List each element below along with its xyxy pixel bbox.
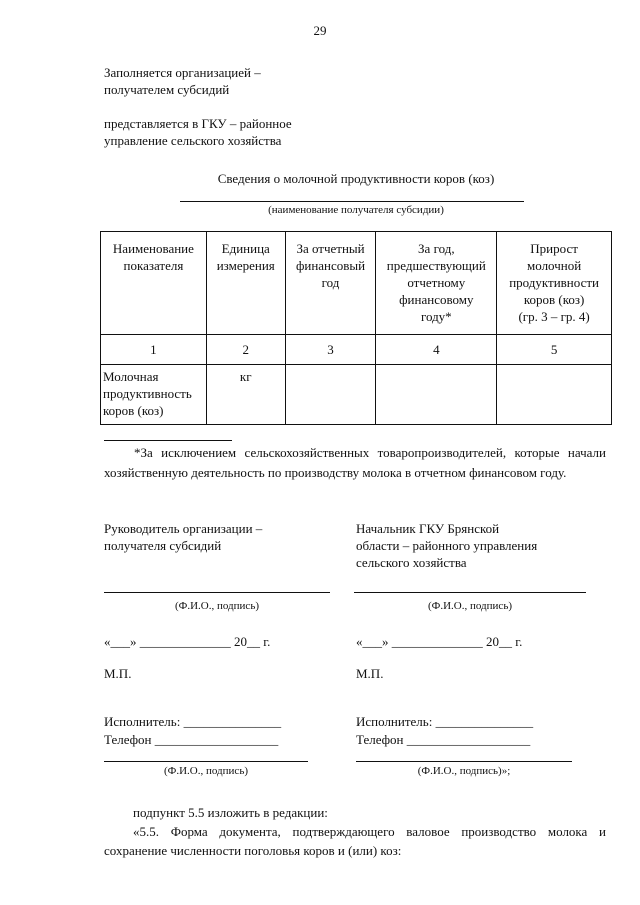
document-title: Сведения о молочной продуктивности коров (коз) bbox=[217, 171, 495, 186]
column-number: 2 bbox=[206, 335, 285, 365]
left-stamp-label: М.П. bbox=[104, 666, 132, 681]
filled-by-line-1: Заполняется организацией – bbox=[104, 65, 261, 80]
left-signature-caption: (Ф.И.О., подпись) bbox=[175, 600, 259, 612]
left-executor-field[interactable]: Исполнитель: _______________ bbox=[104, 714, 282, 729]
footnote: *За исключением сельскохозяйственных товаропроизводителей, которые начали хозяйственную деятельность по производству молока в отчетном финансовом году. bbox=[104, 445, 606, 480]
right-date-field[interactable]: «___» ______________ 20__ г. bbox=[356, 634, 523, 649]
left-executor-caption: (Ф.И.О., подпись) bbox=[164, 765, 248, 777]
recipient-caption: (наименование получателя субсидии) bbox=[268, 204, 444, 216]
filled-by-line-2: получателем субсидий bbox=[104, 82, 230, 97]
productivity-table bbox=[100, 231, 612, 425]
header-current-year: За отчетный финансовый год bbox=[285, 232, 376, 335]
page-number: 29 bbox=[313, 23, 327, 38]
right-phone-field[interactable]: Телефон ___________________ bbox=[356, 732, 531, 747]
submitted-to-line-2: управление сельского хозяйства bbox=[104, 133, 282, 148]
recipient-name-line bbox=[180, 201, 524, 202]
right-stamp-label: М.П. bbox=[356, 666, 384, 681]
header-unit: Единица измерения bbox=[206, 232, 285, 335]
subclause-text: «5.5. Форма документа, подтверждающего валовое производство молока и сохранение численности поголовья коров и (или) коз: bbox=[104, 824, 606, 858]
table-row bbox=[101, 365, 612, 425]
left-phone-field[interactable]: Телефон ___________________ bbox=[104, 732, 279, 747]
right-signature-line[interactable] bbox=[354, 592, 586, 593]
subclause-intro: подпункт 5.5 изложить в редакции: bbox=[133, 805, 328, 820]
header-previous-year: За год, предшествующий отчетному финансовому году* bbox=[376, 232, 497, 335]
left-executor-signature-line[interactable] bbox=[104, 761, 308, 762]
previous-year-cell[interactable] bbox=[376, 365, 497, 425]
header-indicator: Наименование показателя bbox=[101, 232, 207, 335]
column-number: 4 bbox=[376, 335, 497, 365]
filled-by-note bbox=[104, 64, 261, 98]
submitted-to-line-1: представляется в ГКУ – районное bbox=[104, 116, 292, 131]
column-number: 1 bbox=[101, 335, 207, 365]
current-year-cell[interactable] bbox=[285, 365, 376, 425]
growth-cell[interactable] bbox=[497, 365, 612, 425]
column-number: 3 bbox=[285, 335, 376, 365]
left-signature-line[interactable] bbox=[104, 592, 330, 593]
unit-cell: кг bbox=[206, 365, 285, 425]
right-executor-signature-line[interactable] bbox=[356, 761, 572, 762]
table-header-row bbox=[101, 232, 612, 335]
footnote-separator bbox=[104, 440, 232, 441]
column-number-row bbox=[101, 335, 612, 365]
right-signature-caption: (Ф.И.О., подпись) bbox=[428, 600, 512, 612]
column-number: 5 bbox=[497, 335, 612, 365]
submitted-to-note bbox=[104, 115, 292, 149]
right-executor-field[interactable]: Исполнитель: _______________ bbox=[356, 714, 534, 729]
header-growth: Прирост молочной продуктивности коров (коз) (гр. 3 – гр. 4) bbox=[497, 232, 612, 335]
right-signatory-title: Начальник ГКУ Брянской области – районного управления сельского хозяйства bbox=[356, 521, 538, 570]
right-executor-caption: (Ф.И.О., подпись)»; bbox=[417, 765, 511, 777]
left-signatory-title: Руководитель организации – получателя субсидий bbox=[104, 521, 263, 553]
left-date-field[interactable]: «___» ______________ 20__ г. bbox=[104, 634, 271, 649]
indicator-cell: Молочная продуктивность коров (коз) bbox=[101, 365, 207, 425]
